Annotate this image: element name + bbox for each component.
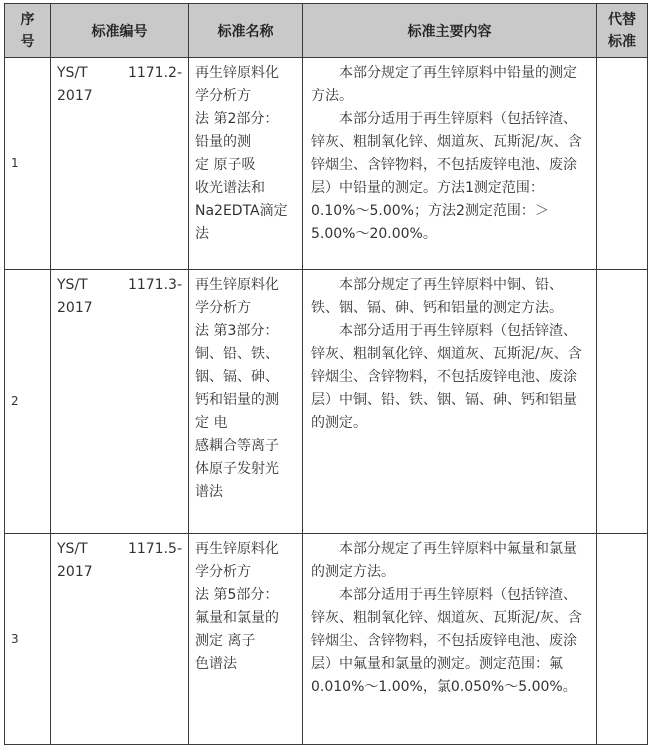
- replace-cell: [597, 58, 648, 270]
- code-cell: YS/T 1171.2- 2017: [51, 58, 189, 270]
- content-cell: 本部分规定了再生锌原料中铜、铅、铁、铟、镉、砷、钙和铝量的测定方法。 本部分适用于再生锌原料（包括锌渣、锌灰、粗制氧化锌、烟道灰、瓦斯泥/灰、含锌烟尘、含锌物料，不包括废锌电池、废涂层）中铜、铅、铁、铟、镉、砷、钙和铝量的测定。: [303, 270, 597, 534]
- code-cell: YS/T 1171.3- 2017: [51, 270, 189, 534]
- content-cell: 本部分规定了再生锌原料中氟量和氯量的测定方法。 本部分适用于再生锌原料（包括锌渣、锌灰、粗制氧化锌、烟道灰、瓦斯泥/灰、含锌烟尘、含锌物料，不包括废锌电池、废涂层）中氟量和氯量的测定。测定范围：氟0.010%～1.00%，氯0.050%～5.00%。: [303, 534, 597, 745]
- name-cell: 再生锌原料化 学分析方 法 第2部分： 铅量的测 定 原子吸 收光谱法和 Na2EDTA滴定 法: [189, 58, 303, 270]
- name-cell: 再生锌原料化 学分析方 法 第5部分： 氟量和氯量的 测定 离子 色谱法: [189, 534, 303, 745]
- replace-cell: [597, 534, 648, 745]
- table-row: [5, 58, 648, 270]
- seq-cell: 2: [5, 270, 51, 534]
- seq-cell: 3: [5, 534, 51, 745]
- header-row: [5, 4, 648, 58]
- code-cell: YS/T 1171.5- 2017: [51, 534, 189, 745]
- header-code: 标准编号: [51, 4, 189, 58]
- replace-cell: [597, 270, 648, 534]
- header-replace: 代替 标准: [597, 4, 648, 58]
- name-cell: 再生锌原料化 学分析方 法 第3部分： 铜、铅、铁、 铟、镉、砷、 钙和铝量的测 定 电 感耦合等离子 体原子发射光 谱法: [189, 270, 303, 534]
- table-row: [5, 534, 648, 745]
- header-content: 标准主要内容: [303, 4, 597, 58]
- header-name: 标准名称: [189, 4, 303, 58]
- header-seq: 序 号: [5, 4, 51, 58]
- table-row: [5, 270, 648, 534]
- standards-table: [4, 3, 648, 745]
- content-cell: 本部分规定了再生锌原料中铅量的测定方法。 本部分适用于再生锌原料（包括锌渣、锌灰、粗制氧化锌、烟道灰、瓦斯泥/灰、含锌烟尘、含锌物料，不包括废锌电池、废涂层）中铅量的测定。方法1测定范围：0.10%～5.00%；方法2测定范围：＞5.00%～20.00%。: [303, 58, 597, 270]
- seq-cell: 1: [5, 58, 51, 270]
